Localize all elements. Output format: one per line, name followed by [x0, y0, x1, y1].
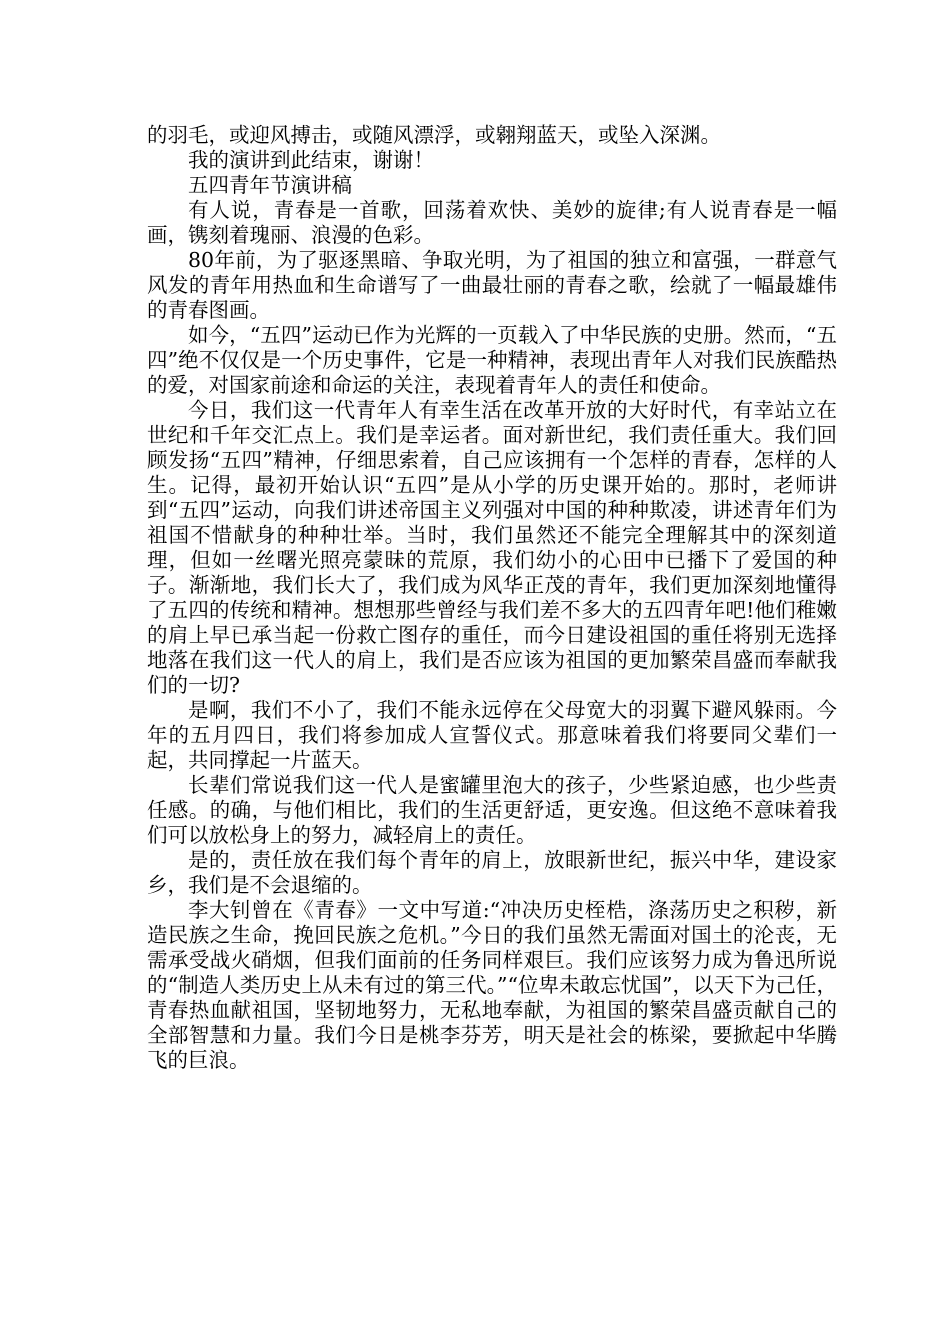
- paragraph: 80年前，为了驱逐黑暗、争取光明，为了祖国的独立和富强，一群意气风发的青年用热血和生命谱写了一曲最壮丽的青春之歌，绘就了一幅最雄伟的青春图画。: [147, 248, 837, 322]
- paragraph: 今日，我们这一代青年人有幸生活在改革开放的大好时代，有幸站立在世纪和千年交汇点上。我们是幸运者。面对新世纪，我们责任重大。我们回顾发扬“五四”精神，仔细思索着，自己应该拥有一个怎样的青春，怎样的人生。记得，最初开始认识“五四”是从小学的历史课开始的。那时，老师讲到“五四”运动，向我们讲述帝国主义列强对中国的种种欺凌，讲述青年们为祖国不惜献身的种种壮举。当时，我们虽然还不能完全理解其中的深刻道理，但如一丝曙光照亮蒙昧的荒原，我们幼小的心田中已播下了爱国的种子。渐渐地，我们长大了，我们成为风华正茂的青年，我们更加深刻地懂得了五四的传统和精神。想想那些曾经与我们差不多大的五四青年吧!他们稚嫩的肩上早已承当起一份救亡图存的重任，而今日建设祖国的重任将别无选择地落在我们这一代人的肩上，我们是否应该为祖国的更加繁荣昌盛而奉献我们的一切?: [147, 398, 837, 697]
- paragraph: 有人说，青春是一首歌，回荡着欢快、美妙的旋律;有人说青春是一幅画，镌刻着瑰丽、浪漫的色彩。: [147, 198, 837, 247]
- document-page: [147, 123, 837, 1073]
- paragraph: 长辈们常说我们这一代人是蜜罐里泡大的孩子，少些紧迫感，也少些责任感。的确，与他们相比，我们的生活更舒适，更安逸。但这绝不意味着我们可以放松身上的努力，减轻肩上的责任。: [147, 773, 837, 847]
- paragraph: 是的，责任放在我们每个青年的肩上，放眼新世纪，振兴中华，建设家乡，我们是不会退缩的。: [147, 848, 837, 897]
- paragraph-continuation: 的羽毛，或迎风搏击，或随风漂浮，或翱翔蓝天，或坠入深渊。: [147, 123, 721, 147]
- paragraph: 是啊，我们不小了，我们不能永远停在父母宽大的羽翼下避风躲雨。今年的五月四日，我们将参加成人宣誓仪式。那意味着我们将要同父辈们一起，共同撑起一片蓝天。: [147, 698, 837, 772]
- speech-title: 五四青年节演讲稿: [188, 173, 352, 197]
- paragraph-closing: 我的演讲到此结束，谢谢！: [188, 148, 434, 172]
- paragraph: 如今，“五四”运动已作为光辉的一页载入了中华民族的史册。然而，“五四”绝不仅仅是一个历史事件，它是一种精神，表现出青年人对我们民族酷热的爱，对国家前途和命运的关注，表现着青年人的责任和使命。: [147, 323, 837, 397]
- paragraph: 李大钊曾在《青春》一文中写道:“冲决历史桎梏，涤荡历史之积秽，新造民族之生命，挽回民族之危机。”今日的我们虽然无需面对国土的沦丧，无需承受战火硝烟，但我们面前的任务同样艰巨。我们应该努力成为鲁迅所说的“制造人类历史上从未有过的第三代。”“位卑未敢忘忧国”，以天下为己任，青春热血献祖国，坚韧地努力，无私地奉献，为祖国的繁荣昌盛贡献自己的全部智慧和力量。我们今日是桃李芬芳，明天是社会的栋梁，要掀起中华腾飞的巨浪。: [147, 898, 837, 1072]
